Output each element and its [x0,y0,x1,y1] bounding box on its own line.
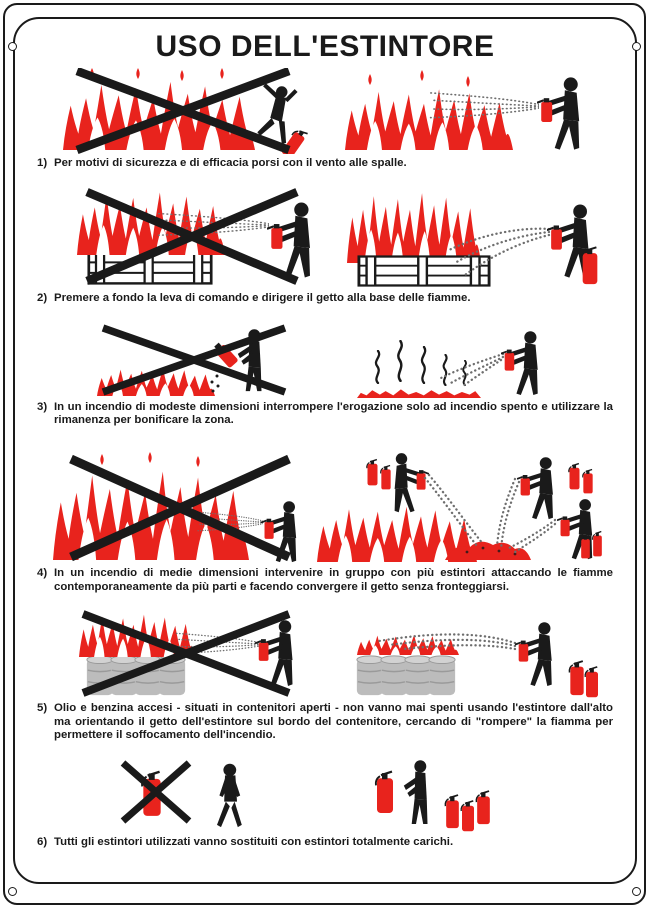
instruction-1-text: Per motivi di sicurezza e di efficacia porsi con il vento alle spalle. [54,157,407,169]
smoke-icon [376,351,379,383]
instruction-5-text: Olio e benzina accesi - situati in contenitori aperti - non vanno mai spenti usando l'estintore dall'alto ma orientando il getto dell'estintore sul bordo del contenitore, cercando di "rompere" la fiamma per permettere il soffocamento dell'incendio. [54,701,613,742]
embers-icon [357,389,481,398]
smoke-icon [444,354,447,384]
instruction-2-text: Premere a fondo la leva di comando e dirigere il getto alla base delle fiamme. [54,291,471,304]
instruction-4-text: In un incendio di medie dimensioni intervenire in gruppo con più estintori attaccando le fiamme contemporaneamente da più parti e facendo convergere il getto senza fronteggiarsi. [54,567,613,593]
spare-extinguisher-icon [367,460,378,486]
drum-icon [357,656,383,695]
instruction-5-number: 5) [37,701,48,714]
illustration-6-right [347,757,557,833]
spray-jet-icon [379,634,515,649]
section-6 [37,757,613,850]
spark-icon [148,452,151,463]
instruction-4-number: 4) [37,567,48,580]
drum-icon [429,656,455,695]
spark-icon [100,454,103,465]
instruction-3-number: 3) [37,400,48,413]
operator-icon [517,457,553,519]
section-2 [37,187,613,306]
illustration-5-right [329,609,599,699]
section-3 [37,324,613,429]
instruction-5 [37,702,613,743]
spare-extinguisher-icon [593,532,602,557]
section-4 [37,452,613,595]
illustration-4-right [317,452,605,564]
illustration-2-wrong [45,187,325,289]
spare-extinguisher-icon [582,247,598,284]
spark-icon [220,68,223,79]
illustration-3-wrong [83,324,313,398]
spark-icon [368,74,371,85]
spare-extinguisher-icon [381,466,391,490]
spare-extinguisher-icon [461,801,474,831]
flames-icon [345,89,513,150]
screw-hole-icon [8,887,17,896]
flames-icon [357,635,459,655]
instruction-1-number: 1) [37,157,48,169]
spare-extinguisher-icon [585,667,598,697]
spark-icon [136,68,139,79]
spray-jet-icon [441,354,503,386]
spare-extinguisher-icon [445,795,459,828]
flames-icon [53,472,249,560]
illustration-3-right [345,324,577,398]
page-title: USO DELL'ESTINTORE [155,30,495,63]
flames-icon [347,193,481,263]
instruction-2-number: 2) [37,291,48,304]
illustration-4-wrong [45,452,311,564]
charged-extinguisher-icon [376,772,393,813]
operator-icon [404,760,428,824]
smoke-icon [422,347,425,383]
instruction-6-text: Tutti gli estintori utilizzati vanno sostituiti con estintori totalmente carichi. [54,836,454,849]
instruction-6-number: 6) [37,836,48,849]
drum-icon [381,656,407,695]
operator-icon [267,202,310,277]
smoke-icon [398,341,401,381]
illustration-1-right [341,68,599,154]
instruction-3 [37,401,613,429]
operator-icon [547,204,588,277]
drum-icon [405,656,431,695]
spare-extinguisher-icon [569,464,580,490]
illustration-6-wrong [93,757,293,833]
spare-extinguisher-icon [583,470,593,494]
instruction-4 [37,567,613,595]
illustration-1-wrong [51,68,331,154]
spark-icon [420,70,423,81]
walking-person-icon [217,764,242,827]
spare-extinguisher-icon [476,791,490,824]
instruction-6 [37,836,613,850]
operator-icon [515,622,552,686]
section-1 [37,68,613,171]
operator-icon [255,620,293,686]
operator-icon [501,331,538,395]
operator-icon [537,77,579,149]
spark-icon [180,70,183,81]
screw-hole-icon [632,887,641,896]
illustration-2-right [327,187,605,289]
spare-extinguisher-icon [569,661,583,695]
poster-content [13,17,637,882]
instruction-3-text: In un incendio di modeste dimensioni interrompere l'erogazione solo ad incendio spento e utilizzare la rimanenza per bonificare la zona. [54,400,613,427]
instruction-1 [37,157,613,171]
spark-icon [466,76,469,87]
instruction-2 [37,292,613,306]
operator-icon [395,453,429,512]
section-5 [37,609,613,743]
spark-icon [196,456,199,467]
smoke-icon [463,360,466,385]
illustration-5-wrong [51,609,319,699]
